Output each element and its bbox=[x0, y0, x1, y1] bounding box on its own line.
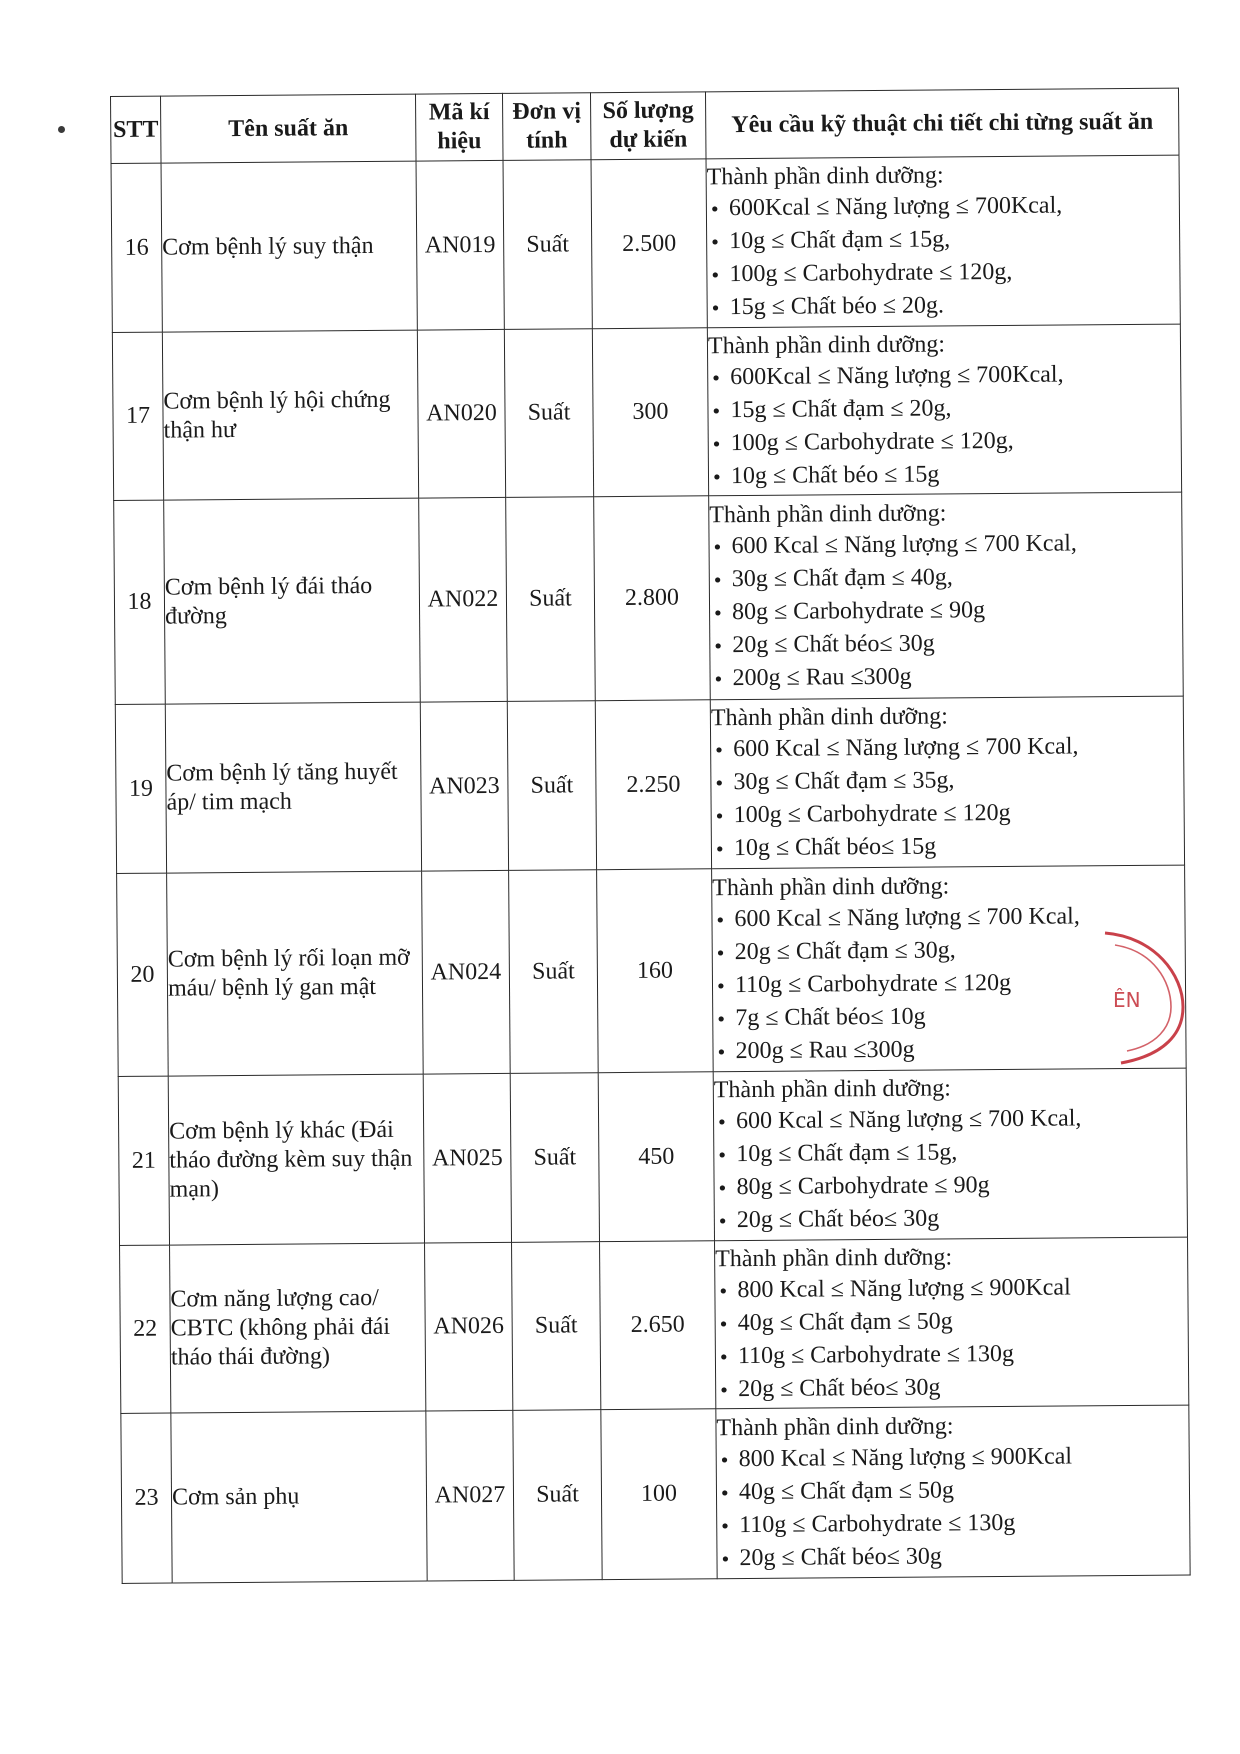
row-stt: 17 bbox=[112, 332, 163, 500]
row-unit: Suất bbox=[504, 329, 593, 498]
requirement-item: • 7g ≤ Chất béo≤ 10g bbox=[713, 998, 1185, 1035]
header-name: Tên suất ăn bbox=[161, 94, 417, 163]
requirement-item: • 20g ≤ Chất béo≤ 30g bbox=[717, 1538, 1189, 1575]
requirement-item: • 15g ≤ Chất đạm ≤ 20g, bbox=[708, 390, 1180, 427]
row-requirements bbox=[716, 1405, 1190, 1579]
requirements-list bbox=[708, 357, 1181, 493]
table-row bbox=[120, 1237, 1189, 1413]
header-reqs: Yêu cầu kỹ thuật chi tiết chi từng suất ăn bbox=[705, 88, 1179, 159]
row-unit: Suất bbox=[510, 1073, 599, 1243]
requirement-item: • 10g ≤ Chất đạm ≤ 15g, bbox=[707, 222, 1179, 259]
row-stt: 19 bbox=[115, 704, 166, 873]
table-row bbox=[118, 1068, 1187, 1245]
requirement-item: • 110g ≤ Carbohydrate ≤ 120g bbox=[713, 965, 1185, 1002]
row-stt: 18 bbox=[114, 500, 166, 704]
requirement-item: • 20g ≤ Chất đạm ≤ 30g, bbox=[713, 932, 1185, 969]
requirements-title: Thành phần dinh dưỡng: bbox=[707, 330, 946, 359]
row-code: AN019 bbox=[416, 160, 504, 330]
requirements-list bbox=[717, 1439, 1190, 1575]
row-code: AN020 bbox=[417, 329, 505, 498]
row-stt: 22 bbox=[120, 1245, 171, 1413]
requirements-title: Thành phần dinh dưỡng: bbox=[712, 872, 950, 901]
meal-spec-table bbox=[110, 88, 1191, 1584]
requirement-item: • 600Kcal ≤ Năng lượng ≤ 700Kcal, bbox=[708, 357, 1180, 394]
requirement-item: • 80g ≤ Carbohydrate ≤ 90g bbox=[710, 593, 1182, 630]
table-row bbox=[121, 1405, 1190, 1583]
requirement-item: • 20g ≤ Chất béo≤ 30g bbox=[710, 626, 1182, 663]
row-unit: Suất bbox=[506, 497, 596, 702]
row-stt: 23 bbox=[121, 1413, 172, 1583]
requirement-item: • 40g ≤ Chất đạm ≤ 50g bbox=[717, 1472, 1189, 1509]
row-code: AN026 bbox=[425, 1242, 513, 1411]
row-requirements bbox=[713, 1068, 1187, 1241]
row-stt: 16 bbox=[111, 163, 162, 332]
requirement-item: • 600 Kcal ≤ Năng lượng ≤ 700 Kcal, bbox=[714, 1102, 1186, 1139]
requirement-item: • 30g ≤ Chất đạm ≤ 35g, bbox=[711, 763, 1183, 800]
table-header-row bbox=[111, 88, 1179, 163]
requirement-item: • 80g ≤ Carbohydrate ≤ 90g bbox=[714, 1168, 1186, 1205]
requirement-item: • 10g ≤ Chất béo ≤ 15g bbox=[709, 456, 1181, 493]
table-row bbox=[114, 492, 1184, 704]
row-code: AN022 bbox=[419, 497, 508, 702]
header-code: Mã kí hiệu bbox=[415, 93, 503, 161]
scan-speck bbox=[58, 126, 65, 133]
row-requirements bbox=[709, 492, 1184, 700]
row-quantity: 2.650 bbox=[600, 1241, 716, 1410]
requirement-item: • 10g ≤ Chất đạm ≤ 15g, bbox=[714, 1135, 1186, 1172]
requirements-title: Thành phần dinh dưỡng: bbox=[716, 1412, 954, 1441]
requirements-title: Thành phần dinh dưỡng: bbox=[713, 1075, 951, 1104]
requirement-item: • 30g ≤ Chất đạm ≤ 40g, bbox=[710, 560, 1182, 597]
row-meal-name: Cơm bệnh lý hội chứng thận hư bbox=[162, 330, 418, 500]
requirements-title: Thành phần dinh dưỡng: bbox=[715, 1243, 953, 1272]
requirement-item: • 100g ≤ Carbohydrate ≤ 120g bbox=[712, 796, 1184, 833]
row-code: AN023 bbox=[420, 701, 508, 871]
requirements-title: Thành phần dinh dưỡng: bbox=[706, 162, 944, 191]
row-unit: Suất bbox=[513, 1410, 602, 1581]
requirement-item: • 40g ≤ Chất đạm ≤ 50g bbox=[716, 1303, 1188, 1340]
requirements-list bbox=[711, 730, 1184, 866]
row-meal-name: Cơm bệnh lý rối loạn mỡ máu/ bệnh lý gan mật bbox=[167, 871, 424, 1076]
row-unit: Suất bbox=[503, 160, 592, 330]
requirement-item: • 20g ≤ Chất béo≤ 30g bbox=[715, 1201, 1187, 1238]
row-unit: Suất bbox=[507, 701, 596, 871]
requirements-list bbox=[715, 1270, 1188, 1406]
row-code: AN024 bbox=[422, 870, 511, 1074]
row-quantity: 2.800 bbox=[594, 496, 711, 701]
table-row bbox=[115, 696, 1184, 873]
requirement-item: • 100g ≤ Carbohydrate ≤ 120g, bbox=[707, 255, 1179, 292]
row-unit: Suất bbox=[509, 870, 599, 1074]
row-code: AN025 bbox=[423, 1073, 511, 1243]
requirement-item: • 600Kcal ≤ Năng lượng ≤ 700Kcal, bbox=[707, 189, 1179, 226]
row-meal-name: Cơm bệnh lý đái tháo đường bbox=[164, 498, 421, 704]
row-unit: Suất bbox=[512, 1242, 601, 1411]
requirements-title: Thành phần dinh dưỡng: bbox=[710, 703, 949, 732]
row-meal-name: Cơm sản phụ bbox=[171, 1411, 427, 1583]
requirements-title: Thành phần dinh dưỡng: bbox=[709, 500, 947, 529]
row-meal-name: Cơm bệnh lý tăng huyết áp/ tim mạch bbox=[165, 702, 421, 873]
row-requirements bbox=[706, 155, 1180, 328]
header-qty: Số lượng dự kiến bbox=[590, 92, 706, 160]
requirement-item: • 800 Kcal ≤ Năng lượng ≤ 900Kcal bbox=[715, 1270, 1187, 1307]
requirement-item: • 10g ≤ Chất béo≤ 15g bbox=[712, 829, 1184, 866]
requirements-list bbox=[714, 1102, 1187, 1238]
row-code: AN027 bbox=[426, 1410, 514, 1581]
requirement-item: • 15g ≤ Chất béo ≤ 20g. bbox=[708, 288, 1180, 325]
header-stt: STT bbox=[111, 96, 162, 163]
requirement-item: • 100g ≤ Carbohydrate ≤ 120g, bbox=[709, 423, 1181, 460]
requirements-list bbox=[709, 527, 1182, 696]
row-quantity: 160 bbox=[597, 869, 714, 1073]
row-quantity: 2.500 bbox=[591, 159, 707, 329]
header-unit: Đơn vị tính bbox=[502, 93, 591, 161]
row-meal-name: Cơm năng lượng cao/ CBTC (không phải đái tháo thái đường) bbox=[170, 1243, 426, 1413]
requirement-item: • 200g ≤ Rau ≤300g bbox=[710, 659, 1182, 696]
stamp-text: ÊN bbox=[1113, 988, 1141, 1012]
requirement-item: • 600 Kcal ≤ Năng lượng ≤ 700 Kcal, bbox=[712, 899, 1184, 936]
row-stt: 20 bbox=[117, 873, 169, 1076]
table-row bbox=[112, 324, 1181, 500]
row-quantity: 2.250 bbox=[595, 700, 711, 870]
table-row bbox=[117, 865, 1187, 1076]
table-row bbox=[111, 155, 1180, 332]
red-seal-stamp bbox=[1085, 915, 1195, 1075]
requirement-item: • 800 Kcal ≤ Năng lượng ≤ 900Kcal bbox=[717, 1439, 1189, 1476]
row-meal-name: Cơm bệnh lý suy thận bbox=[161, 161, 417, 332]
row-quantity: 450 bbox=[598, 1072, 714, 1242]
requirement-item: • 600 Kcal ≤ Năng lượng ≤ 700 Kcal, bbox=[709, 527, 1181, 564]
requirements-list bbox=[707, 189, 1180, 325]
requirement-item: • 110g ≤ Carbohydrate ≤ 130g bbox=[716, 1336, 1188, 1373]
row-requirements bbox=[707, 324, 1181, 496]
requirement-item: • 200g ≤ Rau ≤300g bbox=[713, 1031, 1185, 1068]
requirement-item: • 20g ≤ Chất béo≤ 30g bbox=[716, 1369, 1188, 1406]
row-quantity: 300 bbox=[592, 328, 708, 497]
requirement-item: • 600 Kcal ≤ Năng lượng ≤ 700 Kcal, bbox=[711, 730, 1183, 767]
row-meal-name: Cơm bệnh lý khác (Đái tháo đường kèm suy thận mạn) bbox=[168, 1074, 424, 1245]
row-requirements bbox=[710, 696, 1184, 869]
row-quantity: 100 bbox=[601, 1409, 717, 1580]
row-stt: 21 bbox=[118, 1076, 169, 1245]
requirement-item: • 110g ≤ Carbohydrate ≤ 130g bbox=[717, 1505, 1189, 1542]
row-requirements bbox=[715, 1237, 1189, 1409]
